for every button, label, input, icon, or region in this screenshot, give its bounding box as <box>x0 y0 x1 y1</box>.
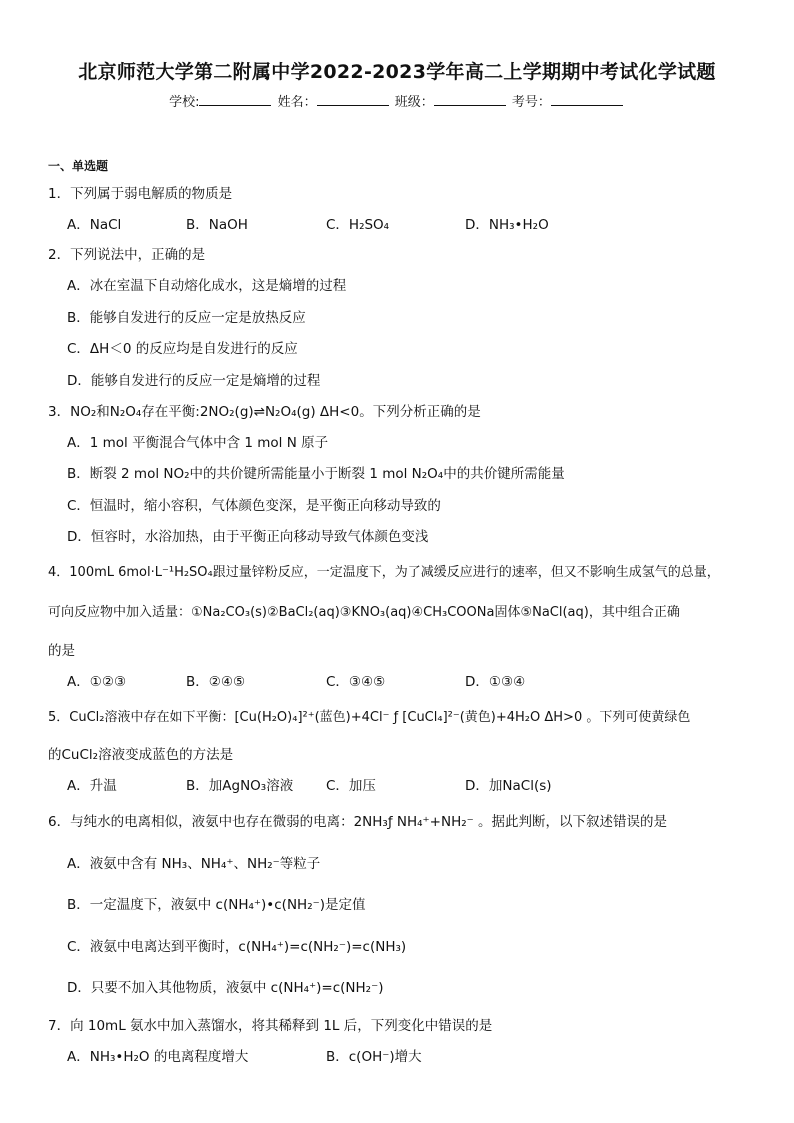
question-2-option-d: D．能够自发进行的反应一定是熵增的过程 <box>67 373 321 389</box>
question-7-option-b: B．c(OH⁻)增大 <box>326 1049 422 1065</box>
question-3-option-b: B．断裂 2 mol NO₂中的共价键所需能量小于断裂 1 mol N₂O₄中的共价键所需能量 <box>67 466 565 482</box>
question-1-option-c: C．H₂SO₄ <box>326 217 390 233</box>
class-blank[interactable] <box>434 93 506 106</box>
question-5-option-d: D．加NaCl(s) <box>465 778 552 794</box>
question-2-option-a: A．冰在室温下自动熔化成水，这是熵增的过程 <box>67 278 347 294</box>
question-1-option-a: A．NaCl <box>67 217 122 233</box>
class-label: 班级： <box>394 95 434 110</box>
section-title: 一、单选题 <box>48 159 109 173</box>
question-4-stem-line-3: 的是 <box>48 643 75 659</box>
question-3-option-a: A．1 mol 平衡混合气体中含 1 mol N 原子 <box>67 435 329 451</box>
question-5-option-b: B．加AgNO₃溶液 <box>186 778 294 794</box>
school-label: 学校: <box>169 95 200 110</box>
question-1-option-b: B．NaOH <box>186 217 248 233</box>
question-7-option-a: A．NH₃•H₂O 的电离程度增大 <box>67 1049 249 1065</box>
question-6-option-b: B．一定温度下，液氨中 c(NH₄⁺)•c(NH₂⁻)是定值 <box>67 897 366 913</box>
school-blank[interactable] <box>199 93 271 106</box>
question-4-stem-line-1: 4．100mL 6mol·L⁻¹H₂SO₄跟过量锌粉反应，一定温度下，为了减缓反应进行的速率，但又不影响生成氢气的总量， <box>48 565 720 580</box>
number-label: 考号： <box>511 95 551 110</box>
question-5-option-a: A．升温 <box>67 778 117 794</box>
question-1-stem: 1．下列属于弱电解质的物质是 <box>48 186 233 202</box>
question-6-stem: 6．与纯水的电离相似，液氨中也存在微弱的电离：2NH₃ƒ NH₄⁺+NH₂⁻ 。据此判断，以下叙述错误的是 <box>48 814 668 830</box>
question-7-stem: 7．向 10mL 氨水中加入蒸馏水，将其稀释到 1L 后，下列变化中错误的是 <box>48 1018 493 1034</box>
exam-title: 北京师范大学第二附属中学2022-2023学年高二上学期期中考试化学试题 <box>78 61 716 83</box>
question-4-option-b: B．②④⑤ <box>186 674 246 690</box>
question-2-option-c: C．ΔH＜0 的反应均是自发进行的反应 <box>67 341 298 357</box>
question-6-option-c: C．液氨中电离达到平衡时，c(NH₄⁺)=c(NH₂⁻)=c(NH₃) <box>67 939 407 955</box>
question-4-option-d: D．①③④ <box>465 674 526 690</box>
question-4-option-c: C．③④⑤ <box>326 674 386 690</box>
question-5-option-c: C．加压 <box>326 778 376 794</box>
question-6-option-d: D．只要不加入其他物质，液氨中 c(NH₄⁺)=c(NH₂⁻) <box>67 980 384 996</box>
question-4-stem-line-2: 可向反应物中加入适量：①Na₂CO₃(s)②BaCl₂(aq)③KNO₃(aq)④CH₃COONa固体⑤NaCl(aq)，其中组合正确 <box>48 605 680 620</box>
question-3-option-c: C．恒温时，缩小容积，气体颜色变深，是平衡正向移动导致的 <box>67 498 441 514</box>
student-info-line <box>0 91 794 110</box>
question-5-stem-line-2: 的CuCl₂溶液变成蓝色的方法是 <box>48 747 234 763</box>
question-2-stem: 2．下列说法中，正确的是 <box>48 247 206 263</box>
question-5-stem-line-1: 5．CuCl₂溶液中存在如下平衡：[Cu(H₂O)₄]²⁺(蓝色)+4Cl⁻ ƒ [CuCl₄]²⁻(黄色)+4H₂O ΔH>0 。下列可使黄绿色 <box>48 710 691 725</box>
question-3-stem: 3．NO₂和N₂O₄存在平衡:2NO₂(g)⇌N₂O₄(g) ΔH<0。下列分析正确的是 <box>48 404 481 420</box>
question-6-option-a: A．液氨中含有 NH₃、NH₄⁺、NH₂⁻等粒子 <box>67 856 321 872</box>
question-3-option-d: D．恒容时，水浴加热，由于平衡正向移动导致气体颜色变浅 <box>67 529 429 545</box>
question-2-option-b: B．能够自发进行的反应一定是放热反应 <box>67 310 306 326</box>
question-1-option-d: D．NH₃•H₂O <box>465 217 549 233</box>
question-4-option-a: A．①②③ <box>67 674 127 690</box>
number-blank[interactable] <box>551 93 623 106</box>
name-blank[interactable] <box>317 93 389 106</box>
name-label: 姓名： <box>277 95 317 110</box>
